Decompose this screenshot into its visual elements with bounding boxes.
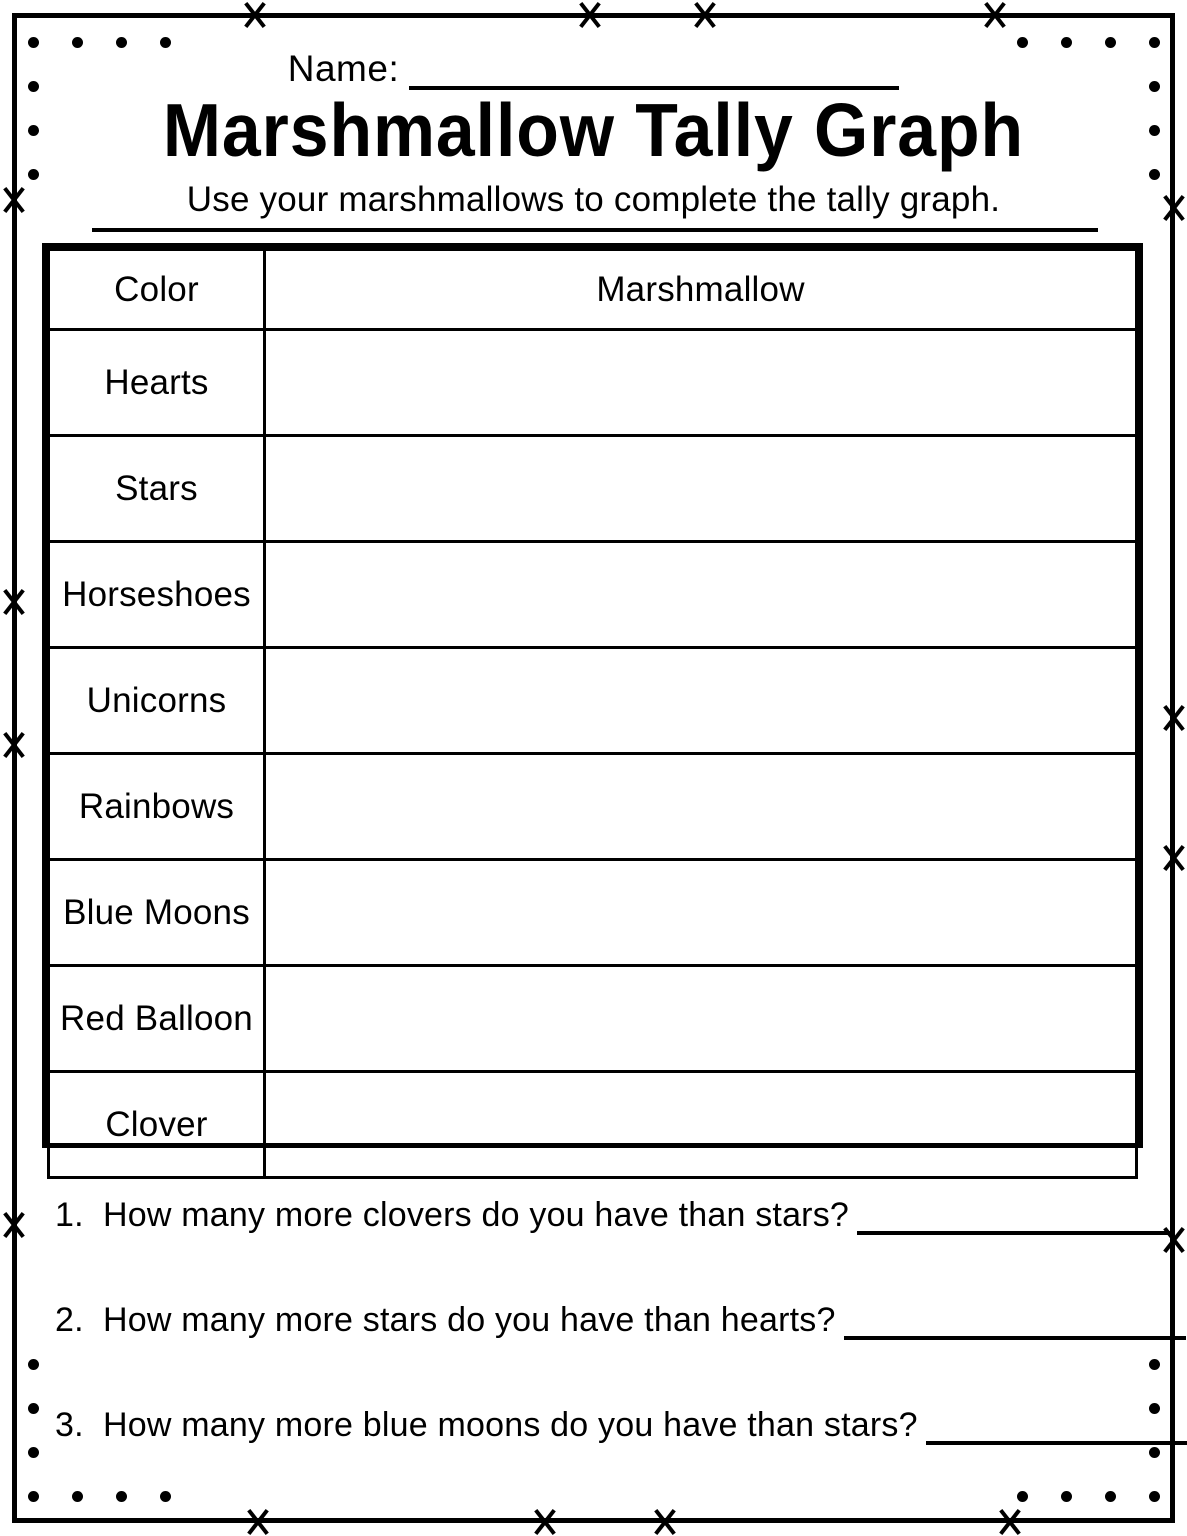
tally-cell-0[interactable] [265, 330, 1137, 436]
name-label: Name: [287, 48, 400, 89]
subtitle-divider [92, 228, 1098, 232]
question-number: 1. [55, 1196, 84, 1234]
table-header-row [49, 250, 1137, 330]
border-x-mark-top [980, 0, 1010, 30]
tally-cell-2[interactable] [265, 542, 1137, 648]
questions-list [55, 1196, 1145, 1511]
decorative-dot [1061, 37, 1072, 48]
border-x-mark-top [240, 0, 270, 30]
border-x-mark-right [1159, 703, 1187, 733]
decorative-dot [28, 169, 39, 180]
question-answer-line[interactable] [844, 1310, 1186, 1340]
decorative-dot [28, 37, 39, 48]
tally-cell-5[interactable] [265, 860, 1137, 966]
table-header-marshmallow: Marshmallow [265, 250, 1137, 330]
row-label-7: Clover [49, 1072, 265, 1178]
border-x-mark-left [0, 587, 29, 617]
decorative-dot [1149, 125, 1160, 136]
border-x-mark-left [0, 730, 29, 760]
tally-cell-6[interactable] [265, 966, 1137, 1072]
tally-cell-1[interactable] [265, 436, 1137, 542]
row-label-4: Rainbows [49, 754, 265, 860]
decorative-dot [1149, 1359, 1160, 1370]
question-number: 3. [55, 1406, 84, 1444]
decorative-dot [72, 37, 83, 48]
question-text: How many more blue moons do you have than stars? [103, 1406, 918, 1444]
border-x-mark-bottom [995, 1507, 1025, 1536]
border-x-mark-top [575, 0, 605, 30]
decorative-dot [1149, 37, 1160, 48]
border-x-mark-left [0, 1210, 29, 1240]
tally-cell-3[interactable] [265, 648, 1137, 754]
row-label-5: Blue Moons [49, 860, 265, 966]
decorative-dot [1017, 37, 1028, 48]
question-answer-line[interactable] [926, 1415, 1187, 1445]
decorative-dot [1105, 37, 1116, 48]
decorative-dot [1149, 1403, 1160, 1414]
row-label-6: Red Balloon [49, 966, 265, 1072]
decorative-dot [1149, 1491, 1160, 1502]
table-row [49, 754, 1137, 860]
question-text: How many more clovers do you have than stars? [103, 1196, 850, 1234]
border-x-mark-right [1159, 843, 1187, 873]
page-subtitle: Use your marshmallows to complete the tally graph. [186, 180, 1001, 219]
table-row [49, 330, 1137, 436]
decorative-dot [28, 1447, 39, 1458]
page-title: Marshmallow Tally Graph [162, 88, 1025, 172]
table-row [49, 648, 1137, 754]
decorative-dot [28, 1403, 39, 1414]
question-number: 2. [55, 1301, 84, 1339]
decorative-dot [1149, 169, 1160, 180]
row-label-3: Unicorns [49, 648, 265, 754]
question-item [55, 1301, 1145, 1406]
decorative-dot [28, 1491, 39, 1502]
name-input-line[interactable] [409, 56, 899, 90]
tally-cell-4[interactable] [265, 754, 1137, 860]
table-header-color: Color [49, 250, 265, 330]
border-x-mark-bottom [243, 1507, 273, 1536]
decorative-dot [28, 125, 39, 136]
question-answer-line[interactable] [857, 1205, 1175, 1235]
table-row [49, 436, 1137, 542]
row-label-2: Horseshoes [49, 542, 265, 648]
row-label-1: Stars [49, 436, 265, 542]
table-row [49, 1072, 1137, 1178]
decorative-dot [28, 1359, 39, 1370]
question-text: How many more stars do you have than hearts? [103, 1301, 836, 1339]
tally-cell-7[interactable] [265, 1072, 1137, 1178]
table-row [49, 860, 1137, 966]
decorative-dot [160, 37, 171, 48]
question-item [55, 1196, 1145, 1301]
table-row [49, 542, 1137, 648]
border-x-mark-bottom [530, 1507, 560, 1536]
border-x-mark-bottom [650, 1507, 680, 1536]
row-label-0: Hearts [49, 330, 265, 436]
tally-table [42, 243, 1143, 1148]
border-x-mark-top [690, 0, 720, 30]
decorative-dot [1149, 1447, 1160, 1458]
question-item [55, 1406, 1145, 1511]
name-row [0, 48, 1187, 90]
table-row [49, 966, 1137, 1072]
decorative-dot [116, 37, 127, 48]
